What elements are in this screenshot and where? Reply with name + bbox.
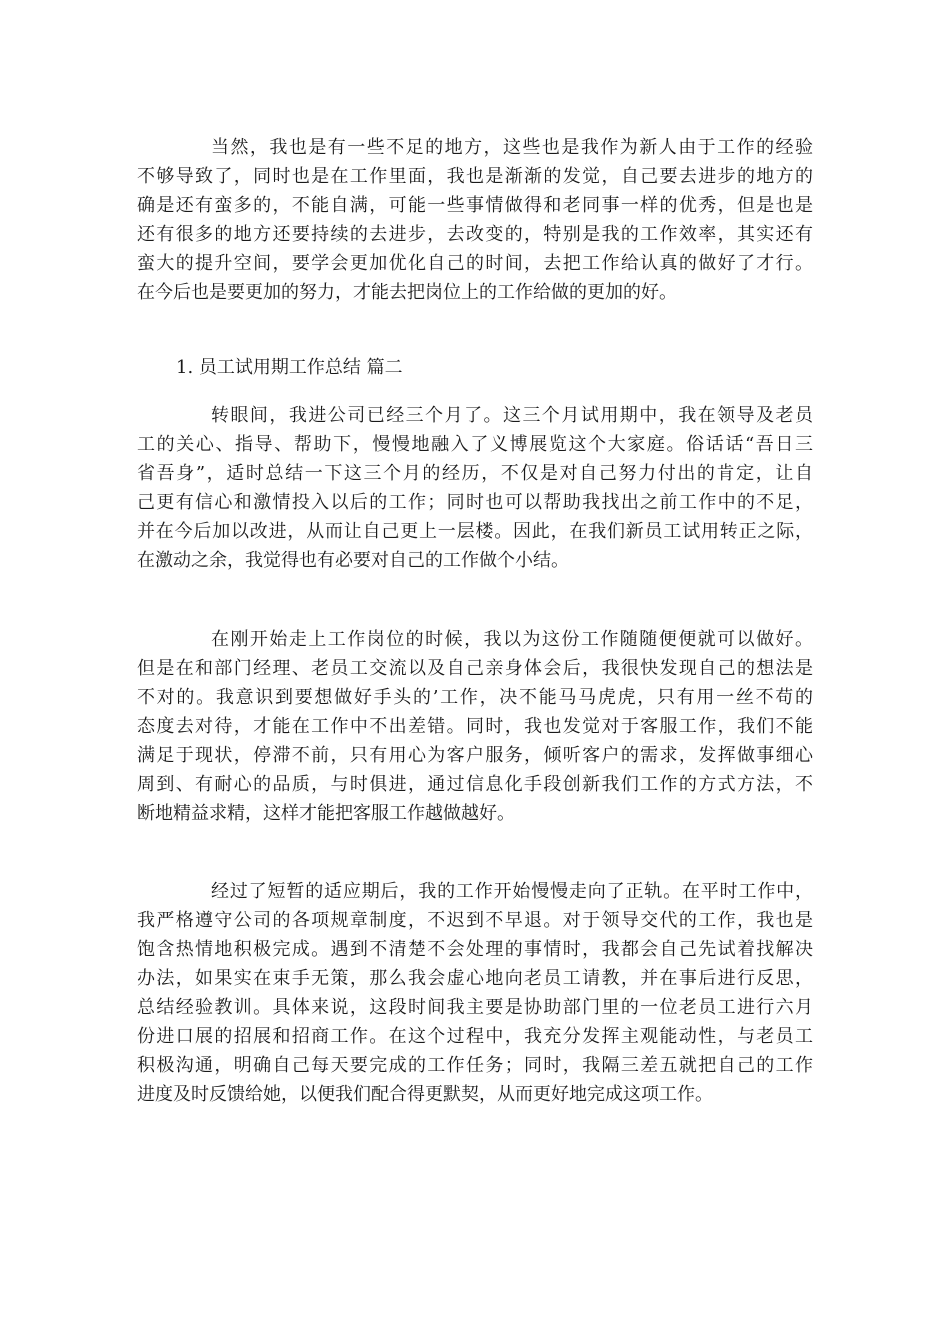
paragraph-line: 周到、有耐心的品质，与时俱进，通过信息化手段创新我们工作的方式方法，不 bbox=[137, 774, 813, 795]
paragraph-line: 还有很多的地方还要持续的去进步，去改变的，特别是我的工作效率，其实还有 bbox=[137, 224, 813, 245]
paragraph-line: 当然，我也是有一些不足的地方，这些也是我作为新人由于工作的经验 bbox=[211, 137, 813, 158]
paragraph-2 bbox=[137, 401, 813, 575]
paragraph-line: 在激动之余，我觉得也有必要对自己的工作做个小结。 bbox=[137, 550, 569, 571]
paragraph-line: 总结经验教训。具体来说，这段时间我主要是协助部门里的一位老员工进行六月 bbox=[137, 997, 813, 1018]
paragraph-line: 并在今后加以改进，从而让自己更上一层楼。因此，在我们新员工试用转正之际， bbox=[137, 521, 813, 542]
paragraph-line: 饱含热情地积极完成。遇到不清楚不会处理的事情时，我都会自己先试着找解决 bbox=[137, 939, 813, 960]
paragraph-line: 断地精益求精，这样才能把客服工作越做越好。 bbox=[137, 803, 515, 824]
paragraph-line: 进度及时反馈给她，以便我们配合得更默契，从而更好地完成这项工作。 bbox=[137, 1084, 713, 1105]
paragraph-3 bbox=[137, 625, 813, 828]
paragraph-line: 在刚开始走上工作岗位的时候，我以为这份工作随随便便就可以做好。 bbox=[211, 629, 813, 650]
section-heading: 1. 员工试用期工作总结 篇二 bbox=[176, 357, 403, 378]
paragraph-line: 在今后也是要更加的努力，才能去把岗位上的工作给做的更加的好。 bbox=[137, 282, 677, 303]
paragraph-line: 不够导致了，同时也是在工作里面，我也是渐渐的发觉，自己要去进步的地方的 bbox=[137, 166, 813, 187]
paragraph-line: 不对的。我意识到要想做好手头的’工作，决不能马马虎虎，只有用一丝不苟的 bbox=[137, 687, 813, 708]
paragraph-line: 份进口展的招展和招商工作。在这个过程中，我充分发挥主观能动性，与老员工 bbox=[137, 1026, 813, 1047]
paragraph-line: 确是还有蛮多的，不能自满，可能一些事情做得和老同事一样的优秀，但是也是 bbox=[137, 195, 813, 216]
paragraph-line: 但是在和部门经理、老员工交流以及自己亲身体会后，我很快发现自己的想法是 bbox=[137, 658, 813, 679]
paragraph-1 bbox=[137, 133, 813, 307]
paragraph-line: 态度去对待，才能在工作中不出差错。同时，我也发觉对于客服工作，我们不能 bbox=[137, 716, 813, 737]
paragraph-line: 蛮大的提升空间，要学会更加优化自己的时间，去把工作给认真的做好了才行。 bbox=[137, 253, 813, 274]
paragraph-line: 积极沟通，明确自己每天要完成的工作任务；同时，我隔三差五就把自己的工作 bbox=[137, 1055, 813, 1076]
paragraph-line: 转眼间，我进公司已经三个月了。这三个月试用期中，我在领导及老员 bbox=[211, 405, 813, 426]
paragraph-line: 我严格遵守公司的各项规章制度，不迟到不早退。对于领导交代的工作，我也是 bbox=[137, 910, 813, 931]
paragraph-line: 工的关心、指导、帮助下，慢慢地融入了义博展览这个大家庭。俗话话“吾日三 bbox=[137, 434, 813, 455]
paragraph-line: 省吾身”，适时总结一下这三个月的经历，不仅是对自己努力付出的肯定，让自 bbox=[137, 463, 813, 484]
paragraph-4 bbox=[137, 877, 813, 1109]
paragraph-line: 己更有信心和激情投入以后的工作；同时也可以帮助我找出之前工作中的不足， bbox=[137, 492, 813, 513]
paragraph-line: 满足于现状，停滞不前，只有用心为客户服务，倾听客户的需求，发挥做事细心 bbox=[137, 745, 813, 766]
paragraph-line: 经过了短暂的适应期后，我的工作开始慢慢走向了正轨。在平时工作中， bbox=[211, 881, 813, 902]
paragraph-line: 办法，如果实在束手无策，那么我会虚心地向老员工请教，并在事后进行反思， bbox=[137, 968, 813, 989]
